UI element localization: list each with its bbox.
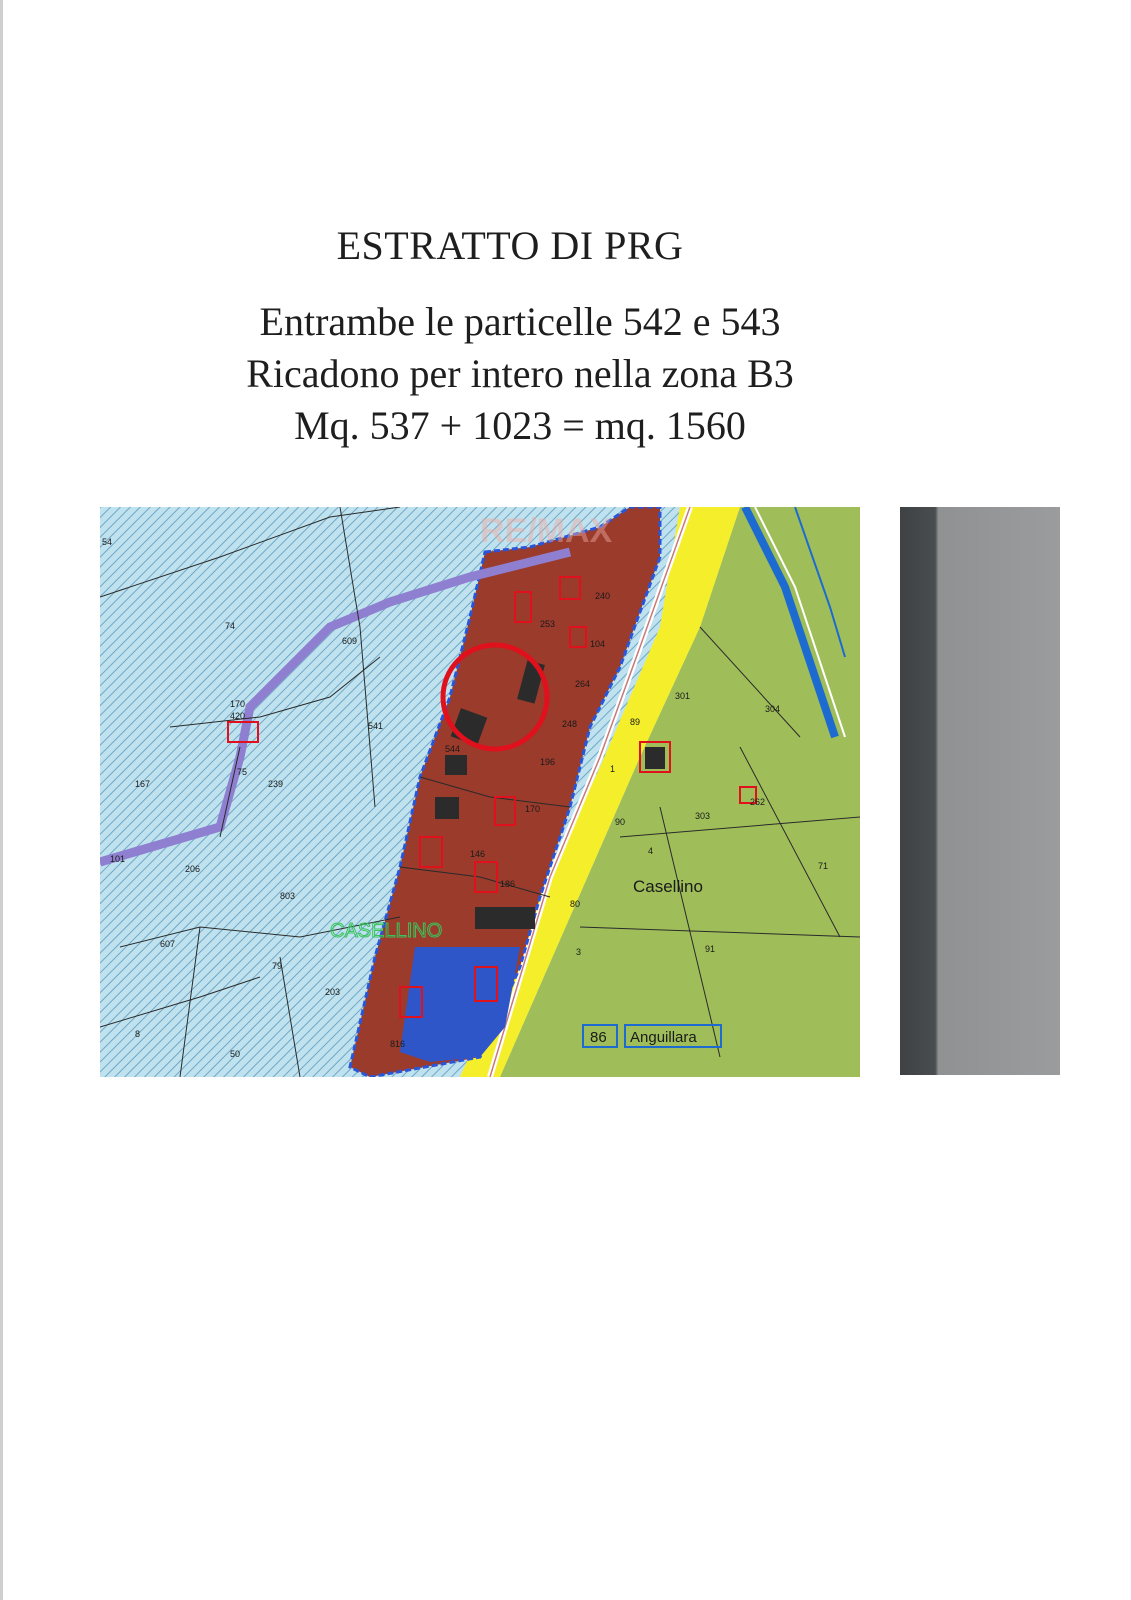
svg-text:50: 50 (230, 1049, 241, 1059)
svg-text:8: 8 (135, 1029, 141, 1039)
svg-text:74: 74 (225, 621, 236, 631)
locality-label-green: CASELLINO (330, 920, 443, 942)
svg-text:304: 304 (765, 704, 781, 714)
svg-text:75: 75 (237, 767, 248, 777)
svg-text:Anguillara: Anguillara (630, 1029, 697, 1046)
svg-text:816: 816 (390, 1039, 406, 1049)
svg-text:607: 607 (160, 939, 176, 949)
svg-text:541: 541 (368, 721, 384, 731)
svg-text:54: 54 (102, 537, 113, 547)
svg-text:248: 248 (562, 719, 578, 729)
svg-text:301: 301 (675, 691, 691, 701)
prg-map-extract (100, 507, 860, 1077)
svg-text:239: 239 (268, 779, 284, 789)
svg-text:170: 170 (230, 699, 246, 709)
description-line-2: Ricadono per intero nella zona B3 (246, 351, 794, 396)
svg-text:803: 803 (280, 891, 296, 901)
gray-scale-bar (900, 507, 1060, 1075)
svg-text:196: 196 (540, 757, 556, 767)
svg-text:4: 4 (648, 846, 654, 856)
svg-text:609: 609 (342, 636, 358, 646)
svg-text:80: 80 (570, 899, 581, 909)
svg-text:253: 253 (540, 619, 556, 629)
svg-text:71: 71 (818, 861, 829, 871)
svg-text:104: 104 (590, 639, 606, 649)
svg-text:86: 86 (590, 1029, 607, 1046)
svg-text:101: 101 (110, 854, 126, 864)
svg-text:3: 3 (576, 947, 582, 957)
svg-text:79: 79 (272, 961, 283, 971)
svg-text:167: 167 (135, 779, 151, 789)
document-title: ESTRATTO DI PRG (336, 223, 684, 268)
svg-text:420: 420 (230, 711, 246, 721)
svg-text:262: 262 (750, 797, 766, 807)
svg-text:206: 206 (185, 864, 201, 874)
svg-text:1: 1 (610, 764, 616, 774)
svg-text:240: 240 (595, 591, 611, 601)
svg-text:146: 146 (470, 849, 486, 859)
svg-text:186: 186 (500, 879, 516, 889)
svg-text:89: 89 (630, 717, 641, 727)
svg-text:91: 91 (705, 944, 716, 954)
svg-text:303: 303 (695, 811, 711, 821)
area-calculation: Mq. 537 + 1023 = mq. 1560 (294, 403, 746, 448)
svg-text:264: 264 (575, 679, 591, 689)
svg-text:170: 170 (525, 804, 541, 814)
svg-text:203: 203 (325, 987, 341, 997)
description-line-1: Entrambe le particelle 542 e 543 (259, 299, 781, 344)
svg-text:544: 544 (445, 744, 461, 754)
svg-text:90: 90 (615, 817, 626, 827)
remax-watermark: RE/MAX (480, 512, 613, 550)
locality-label: Casellino (633, 877, 703, 896)
